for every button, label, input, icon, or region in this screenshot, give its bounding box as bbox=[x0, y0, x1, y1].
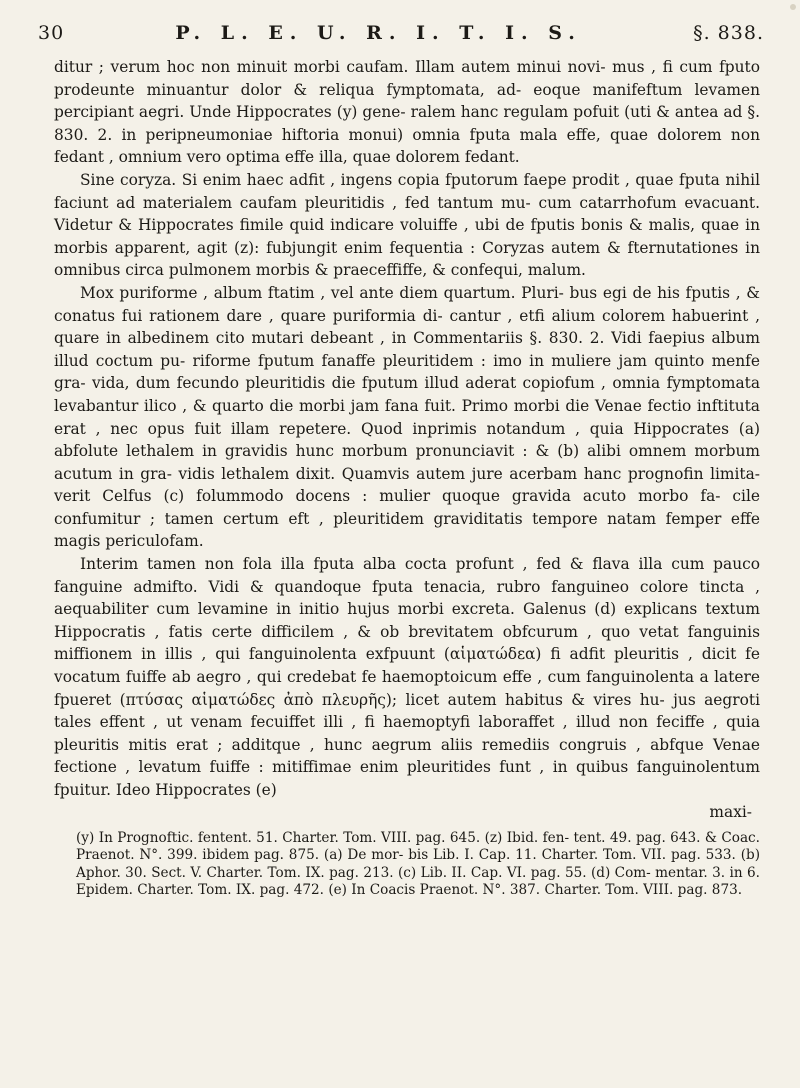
running-title: P. L. E. U. R. I. T. I. S. bbox=[175, 22, 582, 44]
paragraph: Mox puriforme , album ftatim , vel ante diem quartum. Pluri- bus egi de his fputis , & conatus fui rationem dare , quare puriformia di- cantur , etfi alium colorem habuerint , quare in albedinem cito mutari debeant , in Commentariis §. 830. 2. Vidi faepius album illud coctum pu- riforme fputum fanaffe pleuritidem : imo in muliere jam quinto menfe gra- vida, dum fecundo pleuritidis die fputum illud aderat copiofum , omnia fymptomata levabantur ilico , & quarto die morbi jam fana fuit. Primo morbi die Venae fectio inftituta erat , nec opus fuit illam repetere. Quod inprimis notandum , quia Hippocrates (a) abfolute lethalem in gravidis hunc morbum pronunciavit : & (b) alibi omnem morbum acutum in gra- vidis lethalem dixit. Quamvis autem jure acerbam hanc prognofin limita- verit Celfus (c) folummodo docens : mulier quoque gravida acuto morbo fa- cile confumitur ; tamen certum eft , pleuritidem graviditatis tempore natam femper effe magis periculofam. bbox=[54, 283, 760, 551]
running-header bbox=[38, 22, 764, 48]
section-number: §. 838. bbox=[693, 22, 764, 44]
main-text bbox=[54, 56, 760, 802]
paragraph: Interim tamen non fola illa fputa alba cocta profunt , fed & flava illa cum pauco fanguine admifto. Vidi & quandoque fputa tenacia, rubro fanguineo colore tincta , aequabiliter cum levamine in initio hujus morbi excreta. Galenus (d) explicans textum Hippocratis , fatis certe difficilem , & ob brevitatem obfcurum , quo vetat fanguinis miffionem in illis , qui fanguinolenta exfpuunt (αἱματώδεα) fi adfit pleuritis , dicit fe vocatum fuiffe ab aegro , qui credebat fe haemoptoicum effe , cum fanguinolenta a latere fpueret (πτύσας αἱματώδες ἀπὸ πλευρῆς); licet autem habitus & vires hu- jus aegroti tales effent , ut venam fecuiffet illi , fi haemoptyfi laboraffet , illud non feciffe , quia pleuritis mitis erat ; additque , hunc aegrum aliis remediis congruis , abfque Venae fectione , levatum fuiffe : mitiffimae enim pleuritides funt , in quibus fanguinolentum fpuitur. Ideo Hippocrates (e) bbox=[54, 555, 760, 799]
footnotes bbox=[54, 830, 760, 900]
paragraph: ditur ; verum hoc non minuit morbi caufam. Illam autem minui novi- mus , fi cum fputo prodeunte minuantur dolor & reliqua fymptomata, ad- eoque manifeftum levamen percipiant aegri. Unde Hippocrates (y) gene- ralem hanc regulam pofuit (uti & antea ad §. 830. 2. in peripneumoniae hiftoria monui) omnia fputa mala effe, quae dolorem non fedant , omnium vero optima effe illa, quae dolorem fedant. bbox=[54, 58, 760, 167]
page-number: 30 bbox=[38, 22, 65, 44]
paper-mark bbox=[790, 4, 796, 10]
footnote-block: (y) In Prognoftic. fentent. 51. Charter. Tom. VIII. pag. 645. (z) Ibid. fen- tent. 49. pag. 643. & Coac. Praenot. N°. 399. ibidem pag. 875. (a) De mor- bis Lib. I. Cap. 11. Charter. Tom. VII. pag. 533. (b) Aphor. 30. Sect. V. Charter. Tom. IX. pag. 213. (c) Lib. II. Cap. VI. pag. 55. (d) Com- mentar. 3. in 6. Epidem. Charter. Tom. IX. pag. 472. (e) In Coacis Praenot. N°. 387. Charter. Tom. VIII. pag. 873. bbox=[76, 829, 760, 899]
paragraph: Sine coryza. Si enim haec adfit , ingens copia fputorum faepe prodit , quae fputa nihil faciunt ad materialem caufam pleuritidis , fed tantum mu- cum catarrhofum evacuant. Videtur & Hippocrates fimile quid indicare voluiffe , ubi de fputis bonis & malis, quae in morbis apparent, agit (z): fubjungit enim fequentia : Coryzas autem & fternutationes in omnibus circa pulmonem morbis & praeceffiffe, & confequi, malum. bbox=[54, 170, 760, 280]
catchword: maxi- bbox=[709, 802, 752, 821]
